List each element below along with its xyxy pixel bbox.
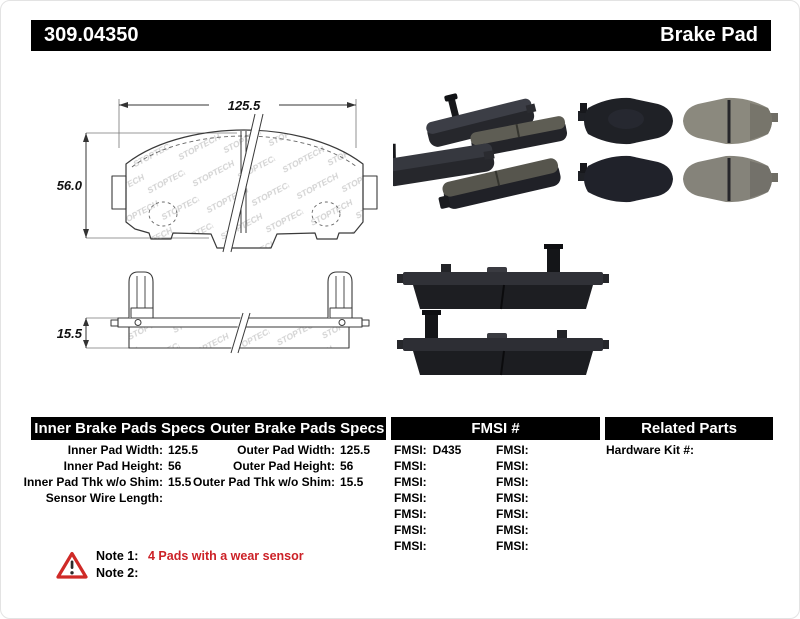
spec-value: 125.5 xyxy=(168,443,199,457)
note-1-label: Note 1: xyxy=(96,549,139,563)
spec-label: Inner Pad Width: xyxy=(67,443,163,457)
fmsi-label: FMSI: xyxy=(496,443,529,457)
note-2-label: Note 2: xyxy=(96,566,139,580)
spec-value xyxy=(168,490,214,506)
spec-value: 15.5 xyxy=(168,475,192,489)
fmsi-label: FMSI: xyxy=(496,539,529,553)
pad-thickness-dimension: 15.5 xyxy=(56,326,82,341)
product-photo-pads-grid xyxy=(576,93,778,208)
spec-label: Outer Pad Width: xyxy=(237,443,335,457)
fmsi-label: FMSI: xyxy=(394,523,427,537)
part-number: 309.04350 xyxy=(44,24,139,46)
fmsi-row xyxy=(496,522,535,538)
product-type-title: Brake Pad xyxy=(660,24,758,46)
related-parts-column xyxy=(606,442,699,458)
related-parts-table-header xyxy=(605,417,773,440)
fmsi-label: FMSI: xyxy=(496,507,529,521)
fmsi-row xyxy=(496,474,535,490)
front-view-drawing xyxy=(57,98,377,252)
spec-label: Sensor Wire Length: xyxy=(45,491,163,505)
fmsi-label: FMSI: xyxy=(496,491,529,505)
spec-value: 15.5 xyxy=(340,475,364,489)
inner-specs-column xyxy=(19,442,219,506)
spec-row xyxy=(191,442,391,458)
fmsi-row xyxy=(394,506,461,522)
fmsi-row xyxy=(394,522,461,538)
fmsi-row xyxy=(394,458,461,474)
spec-label: Inner Pad Thk w/o Shim: xyxy=(23,475,163,489)
fmsi-header: FMSI # xyxy=(471,420,520,437)
specs-table-header xyxy=(31,417,386,440)
fmsi-label: FMSI: xyxy=(496,523,529,537)
fmsi-row xyxy=(496,538,535,554)
spec-label: Outer Pad Height: xyxy=(232,459,335,473)
header-bar xyxy=(31,20,771,51)
fmsi-label: FMSI: xyxy=(394,507,427,521)
fmsi-label: FMSI: xyxy=(496,459,529,473)
front-height-dimension: 56.0 xyxy=(56,178,82,193)
fmsi-row xyxy=(496,442,535,458)
fmsi-label: FMSI: xyxy=(394,491,427,505)
fmsi-table-header xyxy=(391,417,600,440)
spec-row xyxy=(19,490,219,506)
note-1-row xyxy=(96,548,304,565)
fmsi-row xyxy=(394,538,461,554)
spec-label: Inner Pad Height: xyxy=(63,459,163,473)
related-parts-header: Related Parts xyxy=(641,420,737,437)
fmsi-row xyxy=(394,442,461,458)
outer-specs-column xyxy=(191,442,391,490)
spec-value: 56 xyxy=(340,459,354,473)
spec-row xyxy=(19,442,219,458)
fmsi-row xyxy=(496,490,535,506)
warning-triangle-icon xyxy=(56,550,88,580)
fmsi-row xyxy=(394,474,461,490)
spec-value: 125.5 xyxy=(340,443,371,457)
front-width-dimension: 125.5 xyxy=(227,98,261,113)
product-photo-pads-angled xyxy=(393,91,568,209)
product-photo-pads-edge-view xyxy=(389,244,624,384)
technical-drawing xyxy=(41,86,381,381)
spec-row xyxy=(191,474,391,490)
fmsi-row xyxy=(496,506,535,522)
spec-value: 56 xyxy=(168,459,182,473)
fmsi-column-2 xyxy=(496,442,535,554)
fmsi-label: FMSI: xyxy=(394,539,427,553)
related-part-label: Hardware Kit #: xyxy=(606,443,695,457)
side-view-drawing xyxy=(57,272,369,353)
fmsi-row xyxy=(394,490,461,506)
spec-row xyxy=(19,458,219,474)
fmsi-label: FMSI: xyxy=(394,459,427,473)
outer-specs-header: Outer Brake Pads Specs xyxy=(210,420,385,437)
notes-section xyxy=(96,548,304,582)
spec-row xyxy=(191,458,391,474)
related-parts-row xyxy=(606,442,699,458)
note-1-text: 4 Pads with a wear sensor xyxy=(148,549,304,563)
fmsi-value: D435 xyxy=(432,443,462,457)
note-2-row xyxy=(96,565,304,582)
fmsi-label: FMSI: xyxy=(394,443,427,457)
fmsi-row xyxy=(496,458,535,474)
fmsi-label: FMSI: xyxy=(496,475,529,489)
spec-row xyxy=(19,474,219,490)
inner-specs-header: Inner Brake Pads Specs xyxy=(34,420,206,437)
spec-label: Outer Pad Thk w/o Shim: xyxy=(192,475,335,489)
fmsi-label: FMSI: xyxy=(394,475,427,489)
fmsi-column-1 xyxy=(394,442,461,554)
